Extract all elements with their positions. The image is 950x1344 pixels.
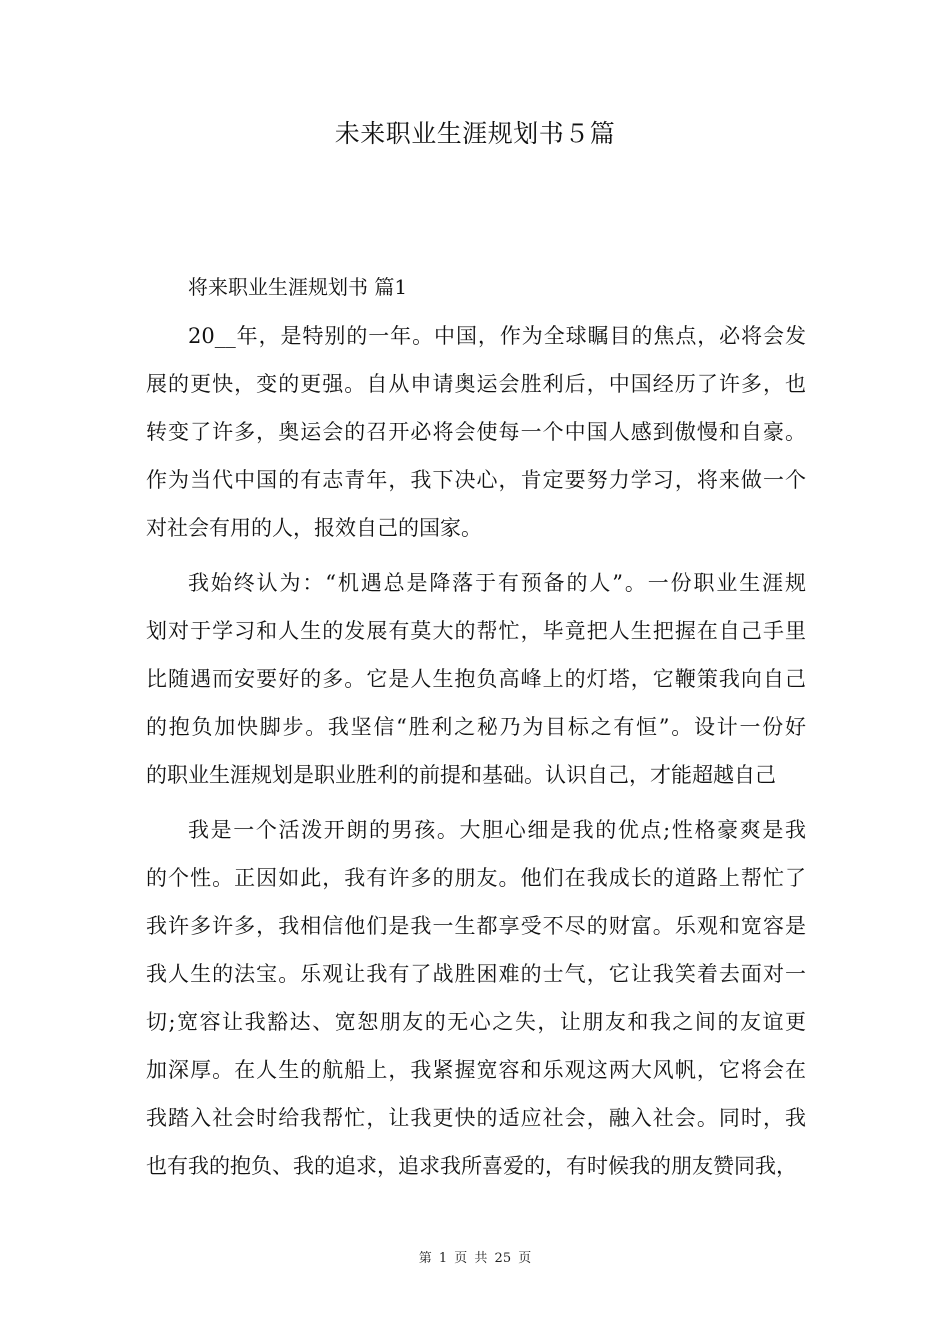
paragraph-line: 展的更快，变的更强。自从申请奥运会胜利后，中国经历了许多，也 <box>146 372 806 396</box>
paragraph-line: 也有我的抱负、我的追求，追求我所喜爱的，有时候我的朋友赞同我， <box>146 1154 797 1178</box>
paragraph-line: 的个性。正因如此，我有许多的朋友。他们在我成长的道路上帮忙了 <box>146 866 806 890</box>
paragraph-line: 转变了许多，奥运会的召开必将会使每一个中国人感到傲慢和自豪。 <box>146 420 806 444</box>
paragraph-line: 的抱负加快脚步。我坚信“胜利之秘乃为目标之有恒”。设计一份好 <box>146 715 806 739</box>
paragraph-1 <box>146 312 806 552</box>
paragraph-line: 我踏入社会时给我帮忙，让我更快的适应社会，融入社会。同时，我 <box>146 1106 806 1130</box>
paragraph-line: 切;宽容让我豁达、宽恕朋友的无心之失，让朋友和我之间的友谊更 <box>146 1010 806 1034</box>
paragraph-2 <box>146 559 806 799</box>
section-heading: 将来职业生涯规划书 篇1 <box>188 275 408 299</box>
paragraph-line: 我是一个活泼开朗的男孩。大胆心细是我的优点;性格豪爽是我 <box>188 818 806 842</box>
page-footer: 第 1 页 共 25 页 <box>418 1251 532 1266</box>
paragraph-line: 比随遇而安要好的多。它是人生抱负高峰上的灯塔，它鞭策我向自己 <box>146 667 806 691</box>
paragraph-line: 加深厚。在人生的航船上，我紧握宽容和乐观这两大风帆，它将会在 <box>146 1058 806 1082</box>
paragraph-line: 划对于学习和人生的发展有莫大的帮忙，毕竟把人生把握在自己手里 <box>146 619 806 643</box>
document-body <box>146 265 806 1190</box>
paragraph-line: 我人生的法宝。乐观让我有了战胜困难的士气，它让我笑着去面对一 <box>146 962 806 986</box>
paragraph-line: 的职业生涯规划是职业胜利的前提和基础。认识自己，才能超越自己 <box>146 763 776 787</box>
paragraph-3 <box>146 806 806 1190</box>
paragraph-line: 作为当代中国的有志青年，我下决心，肯定要努力学习，将来做一个 <box>146 468 806 492</box>
paragraph-line: 我始终认为：“机遇总是降落于有预备的人”。一份职业生涯规 <box>188 571 806 595</box>
paragraph-line: 20__年，是特别的一年。中国，作为全球瞩目的焦点，必将会发 <box>188 324 806 348</box>
paragraph-line: 我许多许多，我相信他们是我一生都享受不尽的财富。乐观和宽容是 <box>146 914 806 938</box>
paragraph-line: 对社会有用的人，报效自己的国家。 <box>146 516 482 540</box>
document-title: 未来职业生涯规划书５篇 <box>334 119 616 148</box>
